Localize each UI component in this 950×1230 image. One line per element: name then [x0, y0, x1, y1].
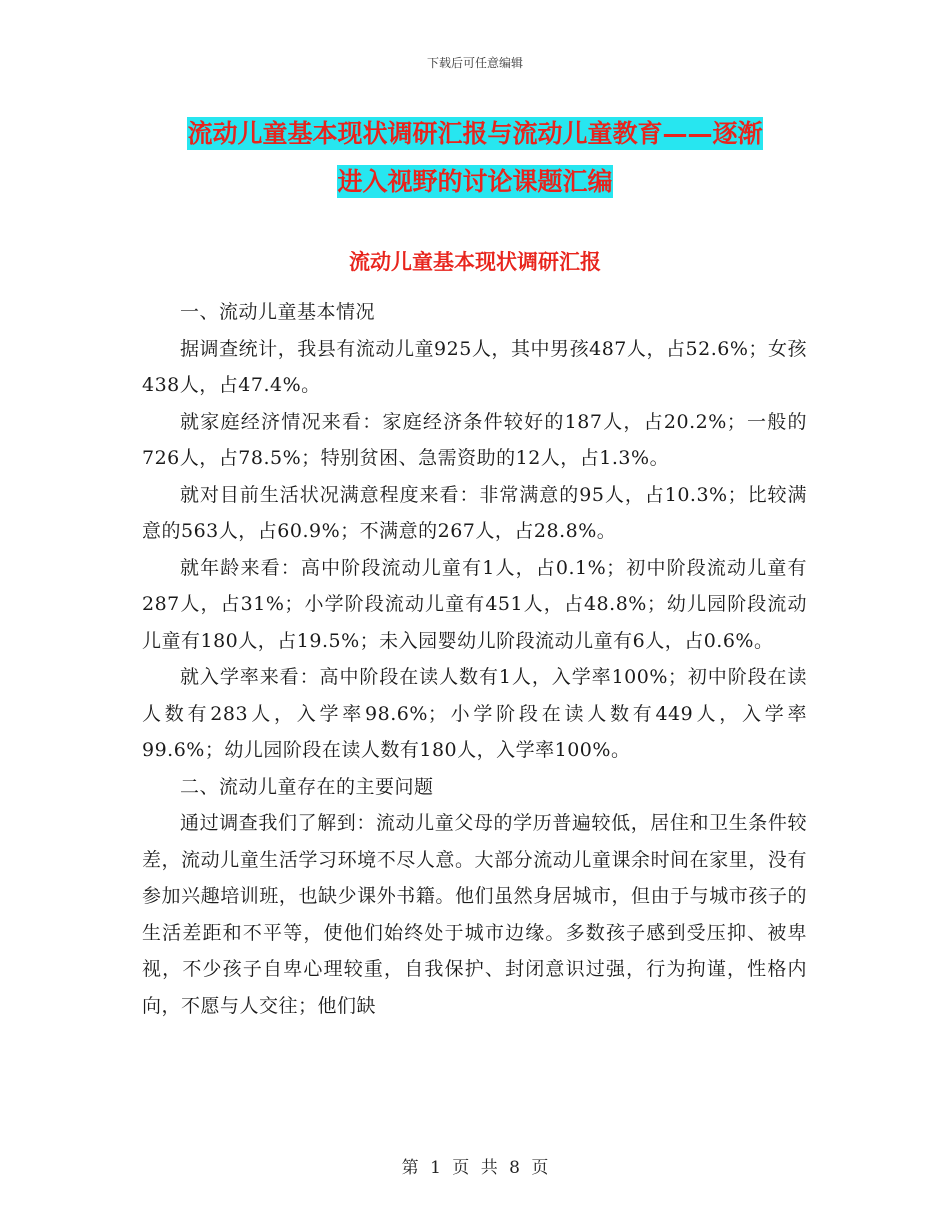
paragraph: 就年龄来看：高中阶段流动儿童有1人，占0.1%；初中阶段流动儿童有287人，占31%；小学阶段流动儿童有451人，占48.8%；幼儿园阶段流动儿童有180人，占19.5%；未入园婴幼儿阶段流动儿童有6人，占0.6%。: [142, 556, 807, 652]
paragraph: 据调查统计，我县有流动儿童925人，其中男孩487人，占52.6%；女孩438人，占47.4%。: [142, 337, 807, 396]
paragraph: 就家庭经济情况来看：家庭经济条件较好的187人，占20.2%；一般的726人，占78.5%；特别贫困、急需资助的12人，占1.3%。: [142, 410, 807, 469]
paragraph-heading-1: 一、流动儿童基本情况: [180, 301, 376, 323]
paragraph: 就入学率来看：高中阶段在读人数有1人，入学率100%；初中阶段在读人数有283人，入学率98.6%；小学阶段在读人数有449人，入学率99.6%；幼儿园阶段在读人数有180人，入学率100%。: [142, 666, 807, 761]
document-title: [100, 110, 850, 206]
paragraph: 就对目前生活状况满意程度来看：非常满意的95人，占10.3%；比较满意的563人，占60.9%；不满意的267人，占28.8%。: [142, 483, 807, 542]
section-heading: 流动儿童基本现状调研汇报: [349, 249, 601, 274]
header-note: 下载后可任意编辑: [426, 56, 523, 70]
paragraph-heading-2: 二、流动儿童存在的主要问题: [180, 775, 434, 798]
title-line-1: 流动儿童基本现状调研汇报与流动儿童教育——逐渐: [187, 119, 763, 148]
body-text: [142, 294, 807, 1024]
title-line-2: 进入视野的讨论课题汇编: [337, 167, 613, 196]
paragraph: 通过调查我们了解到：流动儿童父母的学历普遍较低，居住和卫生条件较差，流动儿童生活学习环境不尽人意。大部分流动儿童课余时间在家里，没有参加兴趣培训班，也缺少课外书籍。他们虽然身居城市，但由于与城市孩子的生活差距和不平等，使他们始终处于城市边缘。多数孩子感到受压抑、被卑视，不少孩子自卑心理较重，自我保护、封闭意识过强，行为拘谨，性格内向，不愿与人交往；他们缺: [142, 812, 807, 1017]
page-footer: 第 1 页 共 8 页: [401, 1158, 549, 1178]
